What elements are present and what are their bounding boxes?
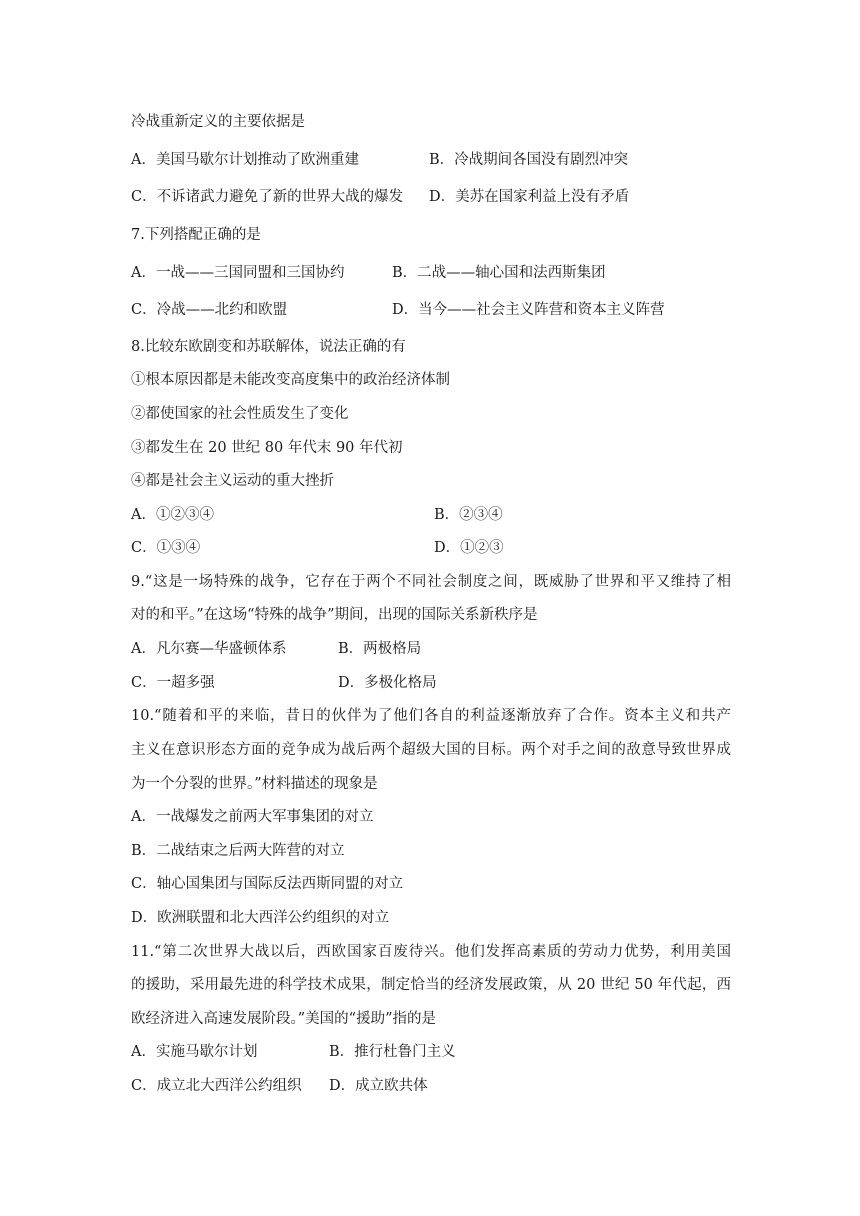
- question-9-options-row-2: [131, 673, 437, 693]
- question-11-stem-line-2: 的援助，采用最先进的科学技术成果，制定恰当的经济发展政策，从 20 世纪 50 年代起，西: [131, 977, 731, 993]
- question-10-stem-line-1: 10.“随着和平的来临，昔日的伙伴为了他们各自的利益逐渐放弃了合作。资本主义和共产: [131, 708, 731, 724]
- question-9-option-b: B．两极格局: [338, 641, 422, 657]
- question-9-options-row-1: [131, 639, 421, 659]
- question-7-options-row-1: [131, 263, 606, 283]
- question-10-stem-line-2: 主义在意识形态方面的竞争成为战后两个超级大国的目标。两个对手之间的敌意导致世界成: [131, 742, 731, 758]
- question-8-item-3: ③都发生在 20 世纪 80 年代末 90 年代初: [131, 440, 403, 456]
- question-7-option-c: C．冷战——北约和欧盟: [131, 302, 288, 318]
- question-7-options-row-2: [131, 300, 665, 320]
- question-9-option-d: D．多极化格局: [338, 675, 437, 691]
- question-7-option-a: A．一战——三国同盟和三国协约: [131, 265, 345, 281]
- question-8-options-row-1: [131, 505, 503, 525]
- question-10-option-d: D．欧洲联盟和北大西洋公约组织的对立: [131, 910, 390, 926]
- question-9-stem-line-2: 对的和平。”在这场“特殊的战争”期间，出现的国际关系新秩序是: [131, 607, 538, 623]
- question-11-option-c: C．成立北大西洋公约组织: [131, 1078, 302, 1094]
- question-11-option-a: A．实施马歇尔计划: [131, 1044, 258, 1060]
- question-8-item-1: ①根本原因都是未能改变高度集中的政治经济体制: [131, 372, 450, 388]
- question-8-option-d: D．①②③: [434, 540, 504, 556]
- question-8-option-b: B．②③④: [434, 507, 503, 523]
- question-8-option-c: C．①③④: [131, 540, 201, 556]
- question-10-option-b: B．二战结束之后两大阵营的对立: [131, 843, 345, 859]
- question-11-option-d: D．成立欧共体: [329, 1078, 428, 1094]
- question-7-option-d: D．当今——社会主义阵营和资本主义阵营: [392, 302, 665, 318]
- question-7-stem: 7.下列搭配正确的是: [131, 227, 261, 243]
- question-10-option-c: C．轴心国集团与国际反法西斯同盟的对立: [131, 876, 404, 892]
- question-6-option-a: A．美国马歇尔计划推动了欧洲重建: [131, 152, 359, 168]
- question-8-item-4: ④都是社会主义运动的重大挫折: [131, 473, 334, 489]
- question-11-options-row-2: [131, 1076, 428, 1096]
- question-10-option-a: A．一战爆发之前两大军事集团的对立: [131, 809, 374, 825]
- question-6-option-b: B．冷战期间各国没有剧烈冲突: [429, 152, 629, 168]
- question-6-option-d: D．美苏在国家利益上没有矛盾: [429, 189, 630, 205]
- question-9-option-c: C．一超多强: [131, 675, 215, 691]
- question-11-option-b: B．推行杜鲁门主义: [329, 1044, 456, 1060]
- question-6-options-row-1: [131, 150, 628, 170]
- question-6-option-c: C．不诉诸武力避免了新的世界大战的爆发: [131, 189, 404, 205]
- question-8-options-row-2: [131, 538, 504, 558]
- question-11-stem-line-1: 11.“第二次世界大战以后，西欧国家百废待兴。他们发挥高素质的劳动力优势，利用美国: [131, 944, 731, 960]
- question-10-stem-line-3: 为一个分裂的世界。”材料描述的现象是: [131, 776, 378, 792]
- question-8-option-a: A．①②③④: [131, 507, 214, 523]
- question-11-stem-line-3: 欧经济进入高速发展阶段。”美国的“援助”指的是: [131, 1011, 436, 1027]
- question-9-option-a: A．凡尔赛—华盛顿体系: [131, 641, 287, 657]
- question-6-options-row-2: [131, 187, 629, 207]
- question-9-stem-line-1: 9.“这是一场特殊的战争，它存在于两个不同社会制度之间，既威胁了世界和平又维持了相: [131, 574, 731, 590]
- question-8-item-2: ②都使国家的社会性质发生了变化: [131, 406, 349, 422]
- question-11-options-row-1: [131, 1042, 456, 1062]
- question-6-stem-tail: 冷战重新定义的主要依据是: [131, 114, 305, 130]
- question-7-option-b: B．二战——轴心国和法西斯集团: [392, 265, 606, 281]
- question-8-stem: 8.比较东欧剧变和苏联解体，说法正确的有: [131, 339, 406, 355]
